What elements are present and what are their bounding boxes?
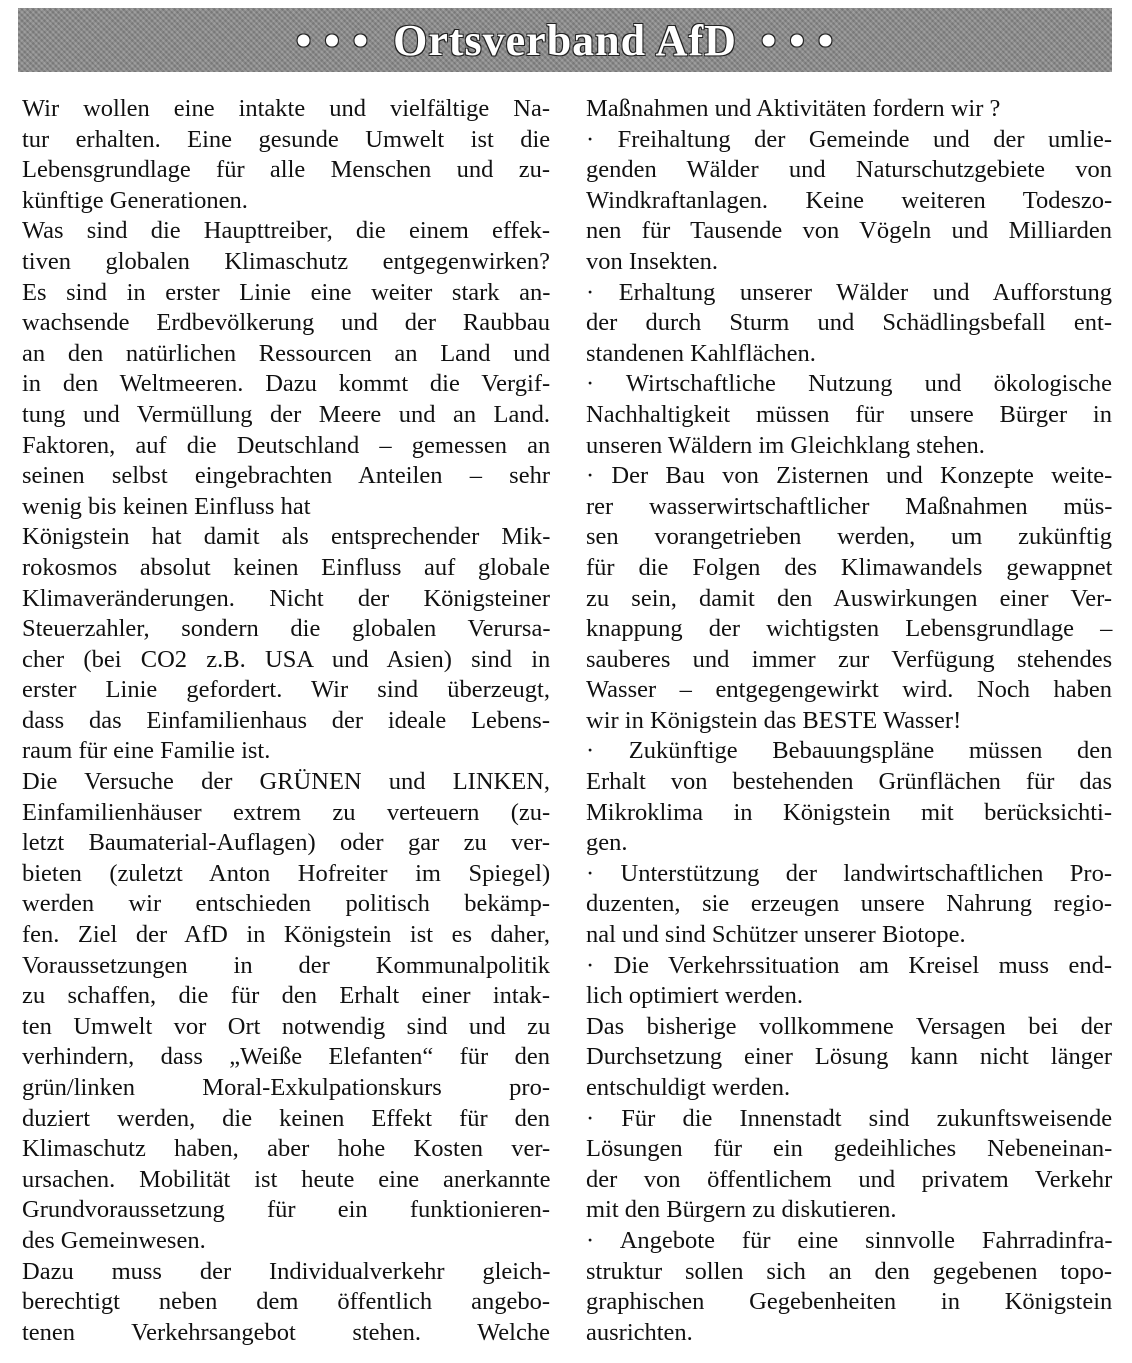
- article-text-line: cher (bei CO2 z.B. USA und Asien) sind in: [22, 645, 551, 673]
- article-text-line: von Insekten.: [586, 247, 718, 275]
- article-text-line: tung und Vermüllung der Meere und an Land.: [22, 400, 550, 428]
- article-text-line: Maßnahmen und Aktivitäten fordern wir ?: [586, 95, 1001, 122]
- article-text-line: Königstein hat damit als entsprechender Mik-: [22, 523, 551, 551]
- article-text-line: tenen Verkehrsangebot stehen. Welche: [22, 1318, 550, 1346]
- article-text-line: bieten (zuletzt Anton Hofreiter im Spiegel): [22, 859, 551, 887]
- article-text-line: Lösungen für ein gedeihliches Nebeneinan-: [586, 1135, 1113, 1163]
- article-text-line: berechtigt neben dem öffentlich angebo-: [22, 1288, 550, 1316]
- article-text-line: struktur sollen sich an den gegebenen topo-: [586, 1257, 1112, 1285]
- article-text-line: für die Folgen des Klimawandels gewappnet: [586, 553, 1113, 581]
- article-text-line: duziert werden, die keinen Effekt für den: [22, 1104, 550, 1132]
- article-text-line: mit den Bürgern zu diskutieren.: [586, 1196, 897, 1224]
- article-text-line: Grundvoraussetzung für ein funktionieren-: [22, 1196, 550, 1224]
- article-text-line: verhindern, dass „Weiße Elefanten“ für den: [22, 1043, 550, 1071]
- article-text-line: raum für eine Familie ist.: [22, 737, 271, 765]
- article-text-line: genden Wälder und Naturschutzgebiete von: [586, 156, 1112, 184]
- article-text-line: des Gemeinwesen.: [22, 1226, 206, 1254]
- article-text-line: · Die Verkehrssituation am Kreisel muss end-: [586, 951, 1112, 979]
- article-text-line: · Zukünftige Bebauungspläne müssen den: [586, 737, 1113, 765]
- article-text-line: rokosmos absolut keinen Einfluss auf globale: [22, 553, 550, 581]
- article-text-line: ausrichten.: [586, 1318, 693, 1346]
- article-text-line: tur erhalten. Eine gesunde Umwelt ist die: [22, 125, 551, 153]
- article-text-line: nal und sind Schützer unserer Biotope.: [586, 921, 966, 949]
- article-text-line: Es sind in erster Linie eine weiter stark an-: [22, 278, 551, 306]
- article-text-line: Das bisherige vollkommene Versagen bei der: [586, 1012, 1112, 1040]
- article-text-line: seinen selbst eingebrachten Anteilen – sehr: [22, 462, 550, 490]
- article-text-line: dass das Einfamilienhaus der ideale Lebens-: [22, 706, 550, 734]
- article-text-line: grün/linken Moral-Exkulpationskurs pro-: [22, 1074, 550, 1101]
- article-text-line: Mikroklima in Königstein mit berücksichti-: [586, 798, 1112, 826]
- article-text-line: · Für die Innenstadt sind zukunftsweisende: [586, 1104, 1113, 1132]
- article-text-line: letzt Baumaterial-Auflagen) oder gar zu ver-: [22, 829, 550, 857]
- article-text-line: Windkraftanlagen. Keine weiteren Todeszo-: [586, 186, 1113, 214]
- article-text-line: Durchsetzung einer Lösung kann nicht länger: [586, 1043, 1112, 1071]
- article-text-line: ten Umwelt vor Ort notwendig sind und zu: [22, 1012, 551, 1040]
- article-text-line: Wir wollen eine intakte und vielfältige Na-: [22, 95, 550, 122]
- article-text-line: zu sein, damit den Auswirkungen einer Ver-: [586, 584, 1112, 612]
- article-text-line: lich optimiert werden.: [586, 982, 804, 1010]
- article-text-line: · Unterstützung der landwirtschaftlichen Pro-: [586, 859, 1112, 887]
- article-text-line: Die Versuche der GRÜNEN und LINKEN,: [22, 768, 550, 796]
- article-text-line: duzenten, sie erzeugen unsere Nahrung regio-: [586, 890, 1112, 918]
- section-title: • • • Ortsverband AfD • • •: [295, 15, 835, 65]
- article-text-line: · Freihaltung der Gemeinde und der umlie-: [586, 125, 1112, 153]
- section-header-banner: [18, 8, 1112, 72]
- article-text-line: wachsende Erdbevölkerung und der Raubbau: [22, 309, 550, 337]
- article-text-line: Nachhaltigkeit müssen für unsere Bürger in: [586, 400, 1112, 428]
- article-column-left: [22, 94, 550, 1348]
- article-text-line: unseren Wäldern im Gleichklang stehen.: [586, 431, 985, 459]
- article-text-line: gen.: [586, 829, 628, 857]
- article-text-line: · Erhaltung unserer Wälder und Aufforstung: [586, 278, 1112, 306]
- article-text-line: Lebensgrundlage für alle Menschen und zu-: [22, 156, 550, 184]
- article-text-line: Steuerzahler, sondern die globalen Verursa-: [22, 615, 551, 643]
- article-text-line: tiven globalen Klimaschutz entgegenwirken?: [22, 247, 550, 275]
- article-text-line: Klimaschutz haben, aber hohe Kosten ver-: [22, 1135, 551, 1163]
- article-text-line: der durch Sturm und Schädlingsbefall ent-: [586, 309, 1112, 337]
- article-text-line: nen für Tausende von Vögeln und Milliarden: [586, 217, 1113, 245]
- article-text-line: künftige Generationen.: [22, 186, 248, 214]
- article-text-line: sen vorangetrieben werden, um zukünftig: [586, 523, 1112, 551]
- article-text-line: · Der Bau von Zisternen und Konzepte weite-: [586, 462, 1113, 490]
- article-text-line: an den natürlichen Ressourcen an Land und: [22, 339, 550, 367]
- article-text-line: wenig bis keinen Einfluss hat: [22, 492, 311, 520]
- article-text-line: werden wir entschieden politisch bekämp-: [22, 890, 551, 918]
- article-text-line: Voraussetzungen in der Kommunalpolitik: [22, 951, 550, 979]
- article-text-line: zu schaffen, die für den Erhalt einer intak-: [22, 982, 550, 1010]
- article-text-line: knappung der wichtigsten Lebensgrundlage –: [586, 615, 1113, 643]
- article-text-line: fen. Ziel der AfD in Königstein ist es daher,: [22, 921, 551, 949]
- article-text-line: · Angebote für eine sinnvolle Fahrradinfra-: [586, 1226, 1113, 1254]
- article-text-line: graphischen Gegebenheiten in Königstein: [586, 1288, 1113, 1316]
- article-text-line: entschuldigt werden.: [586, 1074, 791, 1101]
- article-text-line: ursachen. Mobilität ist heute eine anerkannte: [22, 1165, 551, 1193]
- article-text-line: sauberes und immer zur Verfügung stehendes: [586, 645, 1113, 673]
- article-text-line: standenen Kahlflächen.: [586, 339, 816, 367]
- article-text-line: in den Weltmeeren. Dazu kommt die Vergif-: [22, 370, 551, 398]
- article-text-line: rer wasserwirtschaftlicher Maßnahmen müs-: [586, 492, 1113, 520]
- article-text-line: Faktoren, auf die Deutschland – gemessen an: [22, 431, 551, 459]
- article-text-line: erster Linie gefordert. Wir sind überzeugt,: [22, 676, 550, 704]
- article-text-line: Einfamilienhäuser extrem zu verteuern (zu-: [22, 798, 551, 826]
- article-column-right: [586, 94, 1112, 1348]
- article-text-line: Dazu muss der Individualverkehr gleich-: [22, 1257, 551, 1285]
- article-text-line: Wasser – entgegengewirkt wird. Noch haben: [586, 676, 1112, 704]
- article-text-line: Klimaveränderungen. Nicht der Königsteiner: [22, 584, 550, 612]
- article-text-line: Erhalt von bestehenden Grünflächen für das: [586, 768, 1112, 796]
- article-text-line: · Wirtschaftliche Nutzung und ökologische: [586, 370, 1112, 398]
- article-text-line: wir in Königstein das BESTE Wasser!: [586, 706, 962, 734]
- article-text-line: der von öffentlichem und privatem Verkehr: [586, 1165, 1113, 1193]
- article-text-line: Was sind die Haupttreiber, die einem effek-: [22, 217, 550, 245]
